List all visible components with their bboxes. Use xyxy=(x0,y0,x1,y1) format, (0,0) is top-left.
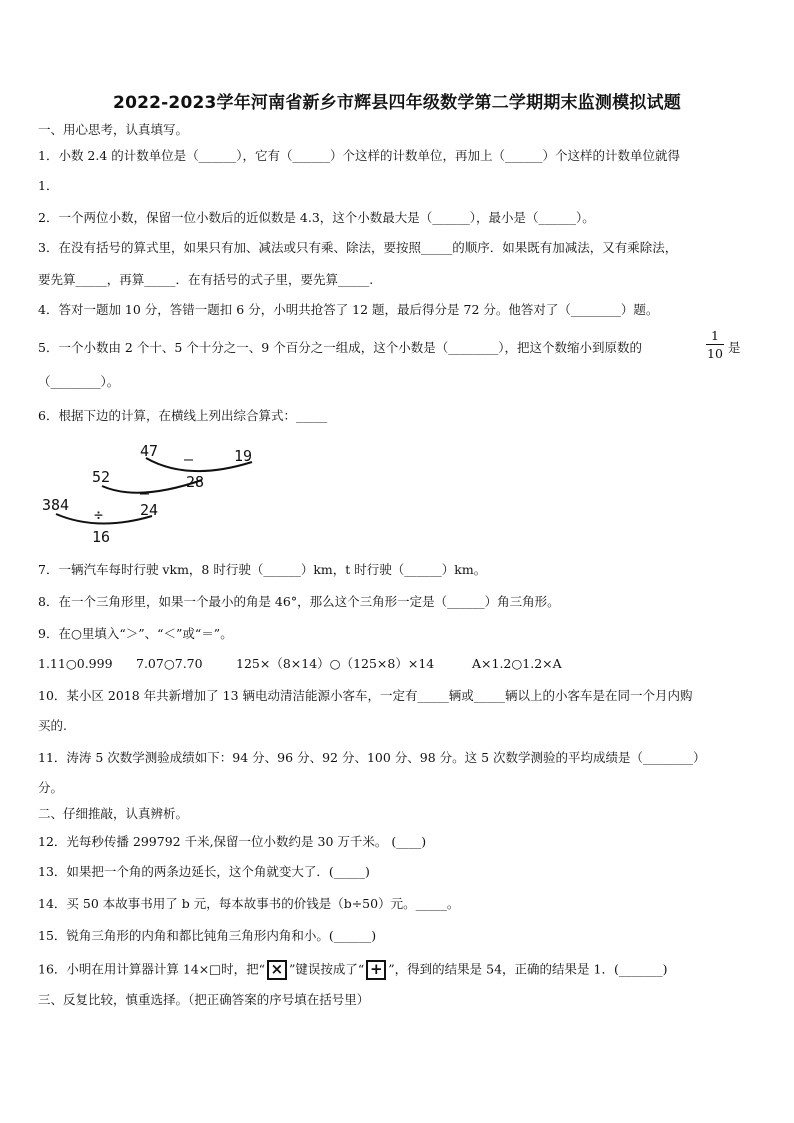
q9-comparison-2: 7.07○7.70 xyxy=(136,656,203,671)
page-title: 2022-2023学年河南省新乡市辉县四年级数学第二学期期末监测模拟试题 xyxy=(113,93,681,113)
number-52: 52 xyxy=(92,468,111,486)
question-16 xyxy=(38,960,667,980)
section-2-heading: 二、仔细推敲，认真辨析。 xyxy=(38,806,189,821)
question-16-text-b: ”键误按成了“ xyxy=(288,961,365,977)
number-47: 47 xyxy=(140,442,159,460)
number-16: 16 xyxy=(92,528,111,546)
question-1-line-1: 1．小数 2.4 的计数单位是（______），它有（______）个这样的计数单位，再加上（______）个这样的计数单位就得 xyxy=(38,148,681,163)
question-2: 2．一个两位小数，保留一位小数后的近似数是 4.3，这个小数最大是（______），最小是（______）。 xyxy=(38,210,595,225)
fraction-numerator: 1 xyxy=(711,328,719,343)
question-11-line-1: 11．涛涛 5 次数学测验成绩如下：94 分、96 分、92 分、100 分、98 分。这 5 次数学测验的平均成绩是（________） xyxy=(38,750,706,765)
question-16-text-c: ”，得到的结果是 54，正确的结果是 1．(_______) xyxy=(388,961,668,977)
plus-key-icon: + xyxy=(366,960,386,980)
question-10-line-2: 买的. xyxy=(38,718,67,733)
question-6: 6．根据下边的计算，在横线上列出综合算式：_____ xyxy=(38,408,328,423)
number-28: 28 xyxy=(186,473,205,491)
minus-operator-2: — xyxy=(140,484,150,502)
section-1-heading: 一、用心思考，认真填写。 xyxy=(38,122,189,137)
q9-comparison-1: 1.11○0.999 xyxy=(38,656,113,671)
question-15: 15．锐角三角形的内角和都比钝角三角形内角和小。(______) xyxy=(38,928,377,943)
divide-operator: ÷ xyxy=(94,506,104,524)
question-7: 7．一辆汽车每时行驶 vkm，8 时行驶（______）km，t 时行驶（______）km。 xyxy=(38,562,487,577)
bracket-line-3 xyxy=(56,514,152,524)
question-5-line-1 xyxy=(38,340,642,356)
question-8: 8．在一个三角形里，如果一个最小的角是 46°，那么这个三角形一定是（______）角三角形。 xyxy=(38,594,560,609)
question-4: 4．答对一题加 10 分，答错一题扣 6 分，小明共抢答了 12 题，最后得分是 72 分。他答对了（________）题。 xyxy=(38,302,659,317)
section-3-heading: 三、反复比较，慎重选择。（把正确答案的序号填在括号里） xyxy=(38,992,370,1007)
question-3-line-2: 要先算_____，再算_____．在有括号的式子里，要先算_____. xyxy=(38,272,374,287)
fraction-denominator: 10 xyxy=(707,346,723,361)
question-5-line-2: （________）。 xyxy=(38,374,120,389)
calculation-diagram xyxy=(38,436,278,548)
question-16-text-a: 16．小明在用计算器计算 14×□时，把“ xyxy=(38,961,265,977)
question-14: 14．买 50 本故事书用了 b 元，每本故事书的价钱是（b÷50）元。_____。 xyxy=(38,896,460,911)
question-12: 12．光每秒传播 299792 千米,保留一位小数约是 30 万千米。 (____) xyxy=(38,834,427,849)
minus-operator-1: — xyxy=(184,450,194,468)
question-5-text-b: 是 xyxy=(728,340,741,355)
question-5-text-a: 5．一个小数由 2 个十、5 个十分之一、9 个百分之一组成，这个小数是（________），把这个数缩小到原数的 xyxy=(38,340,642,355)
question-1-line-2: 1． xyxy=(38,178,59,193)
question-10-line-1: 10．某小区 2018 年共新增加了 13 辆电动清洁能源小客车，一定有_____辆或_____辆以上的小客车是在同一个月内购 xyxy=(38,688,693,703)
number-384: 384 xyxy=(42,496,70,514)
number-19: 19 xyxy=(234,447,253,465)
question-11-line-2: 分。 xyxy=(38,780,64,795)
q9-comparison-4: A×1.2○1.2×A xyxy=(472,656,562,671)
question-13: 13．如果把一个角的两条边延长，这个角就变大了．(_____) xyxy=(38,864,370,879)
q9-comparison-3: 125×（8×14）○（125×8）×14 xyxy=(236,656,435,671)
question-3-line-1: 3．在没有括号的算式里，如果只有加、减法或只有乘、除法，要按照_____的顺序．如果既有加减法，又有乘除法， xyxy=(38,240,678,255)
question-9: 9．在○里填入“＞”、“＜”或“＝”。 xyxy=(38,626,233,641)
multiply-key-icon: × xyxy=(267,960,287,980)
fraction-bar xyxy=(706,344,724,345)
number-24: 24 xyxy=(140,501,159,519)
fraction-one-tenth xyxy=(704,328,726,361)
